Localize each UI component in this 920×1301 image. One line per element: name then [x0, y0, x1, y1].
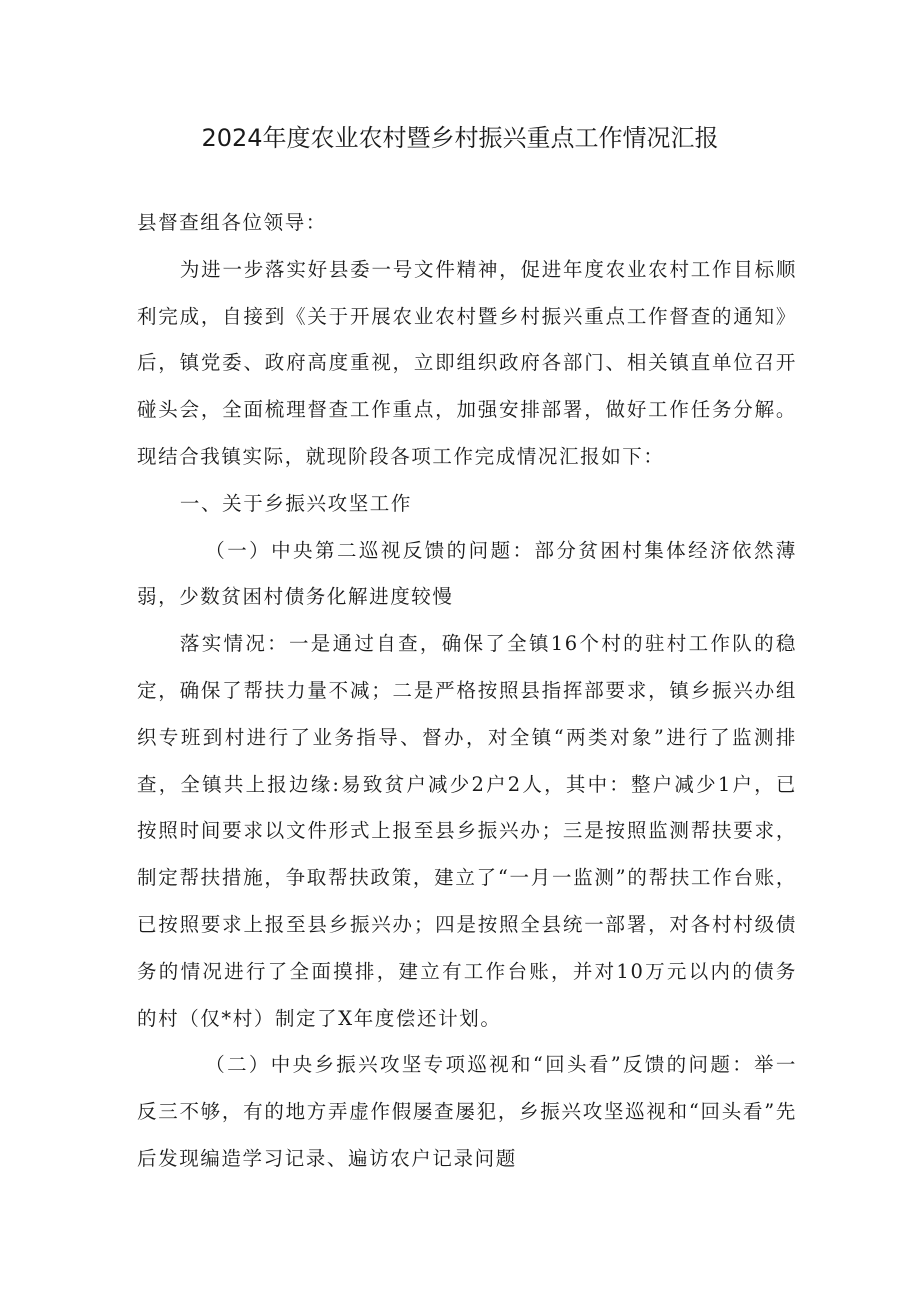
salutation: 县督查组各位领导： [137, 211, 327, 234]
subsection-1-heading: （一）中央第二巡视反馈的问题：部分贫困村集体经济依然薄弱，少数贫困村债务化解进度较慢 [137, 538, 797, 609]
document-body [137, 200, 797, 1183]
subsection-2-heading: （二）中央乡振兴攻坚专项巡视和“回头看”反馈的问题：举一反三不够，有的地方弄虚作假屡查屡犯，乡振兴攻坚巡视和“回头看”先后发现编造学习记录、遍访农户记录问题 [137, 1053, 797, 1170]
subsection-1-implementation: 落实情况：一是通过自查，确保了全镇16个村的驻村工作队的稳定，确保了帮扶力量不减；二是严格按照县指挥部要求，镇乡振兴办组织专班到村进行了业务指导、督办，对全镇“两类对象”进行了监测排查，全镇共上报边缘:易致贫户减少2户2人，其中：整户减少1户，已按照时间要求以文件形式上报至县乡振兴办；三是按照监测帮扶要求，制定帮扶措施，争取帮扶政策，建立了“一月一监测”的帮扶工作台账，已按照要求上报至县乡振兴办；四是按照全县统一部署，对各村村级债务的情况进行了全面摸排，建立有工作台账，并对10万元以内的债务的村（仅*村）制定了X年度偿还计划。 [137, 632, 797, 1030]
document-title: 2024年度农业农村暨乡村振兴重点工作情况汇报 [201, 124, 719, 152]
section-1-heading: 一、关于乡振兴攻坚工作 [179, 491, 412, 515]
intro-paragraph: 为进一步落实好县委一号文件精神，促进年度农业农村工作目标顺利完成，自接到《关于开展农业农村暨乡村振兴重点工作督查的通知》后，镇党委、政府高度重视，立即组织政府各部门、相关镇直单位召开碰头会，全面梳理督查工作重点，加强安排部署，做好工作任务分解。现结合我镇实际，就现阶段各项工作完成情况汇报如下： [137, 257, 797, 468]
